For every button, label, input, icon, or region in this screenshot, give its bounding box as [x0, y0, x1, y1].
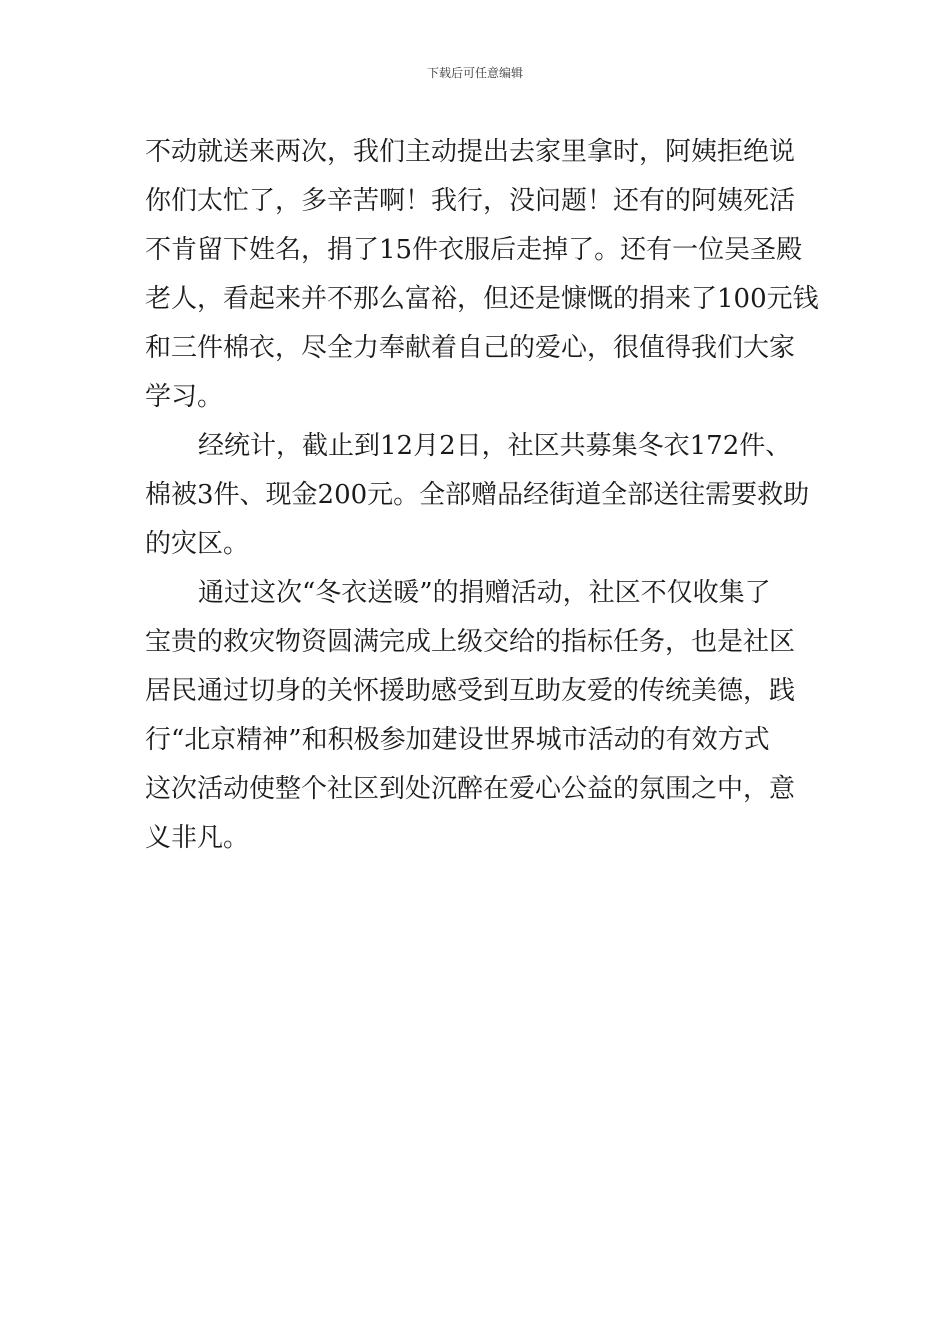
text-line: 你们太忙了，多辛苦啊！我行，没问题！还有的阿姨死活 — [145, 186, 796, 216]
text-line: 这次活动使整个社区到处沉醉在爱心公益的氛围之中，意 — [145, 774, 796, 804]
text-line: 不肯留下姓名，捐了15件衣服后走掉了。还有一位吴圣殿 — [145, 235, 803, 265]
text-line: 不动就送来两次，我们主动提出去家里拿时，阿姨拒绝说 — [145, 137, 796, 167]
paragraph-statistics — [145, 422, 810, 569]
text-line: 棉被3件、现金200元。全部赠品经街道全部送往需要救助 — [145, 480, 810, 510]
text-line: 居民通过切身的关怀援助感受到互助友爱的传统美德，践 — [145, 676, 796, 706]
text-line: 和三件棉衣，尽全力奉献着自己的爱心，很值得我们大家 — [145, 333, 796, 363]
text-line: 老人，看起来并不那么富裕，但还是慷慨的捐来了100元钱 — [145, 284, 819, 314]
page-header: 下载后可任意编辑 — [426, 66, 523, 80]
text-line: 宝贵的救灾物资圆满完成上级交给的指标任务，也是社区 — [145, 627, 796, 657]
document-body — [145, 128, 819, 863]
text-line: 的灾区。 — [145, 529, 250, 559]
paragraph-donor-stories — [145, 128, 819, 422]
text-line: 学习。 — [145, 382, 224, 412]
text-line: 通过这次“冬衣送暖”的捐赠活动，社区不仅收集了 — [198, 578, 771, 608]
text-line: 义非凡。 — [145, 823, 250, 853]
text-line: 行“北京精神”和积极参加建设世界城市活动的有效方式 — [145, 725, 770, 755]
paragraph-conclusion — [145, 569, 810, 863]
text-line: 经统计，截止到12月2日，社区共募集冬衣172件、 — [198, 431, 792, 461]
